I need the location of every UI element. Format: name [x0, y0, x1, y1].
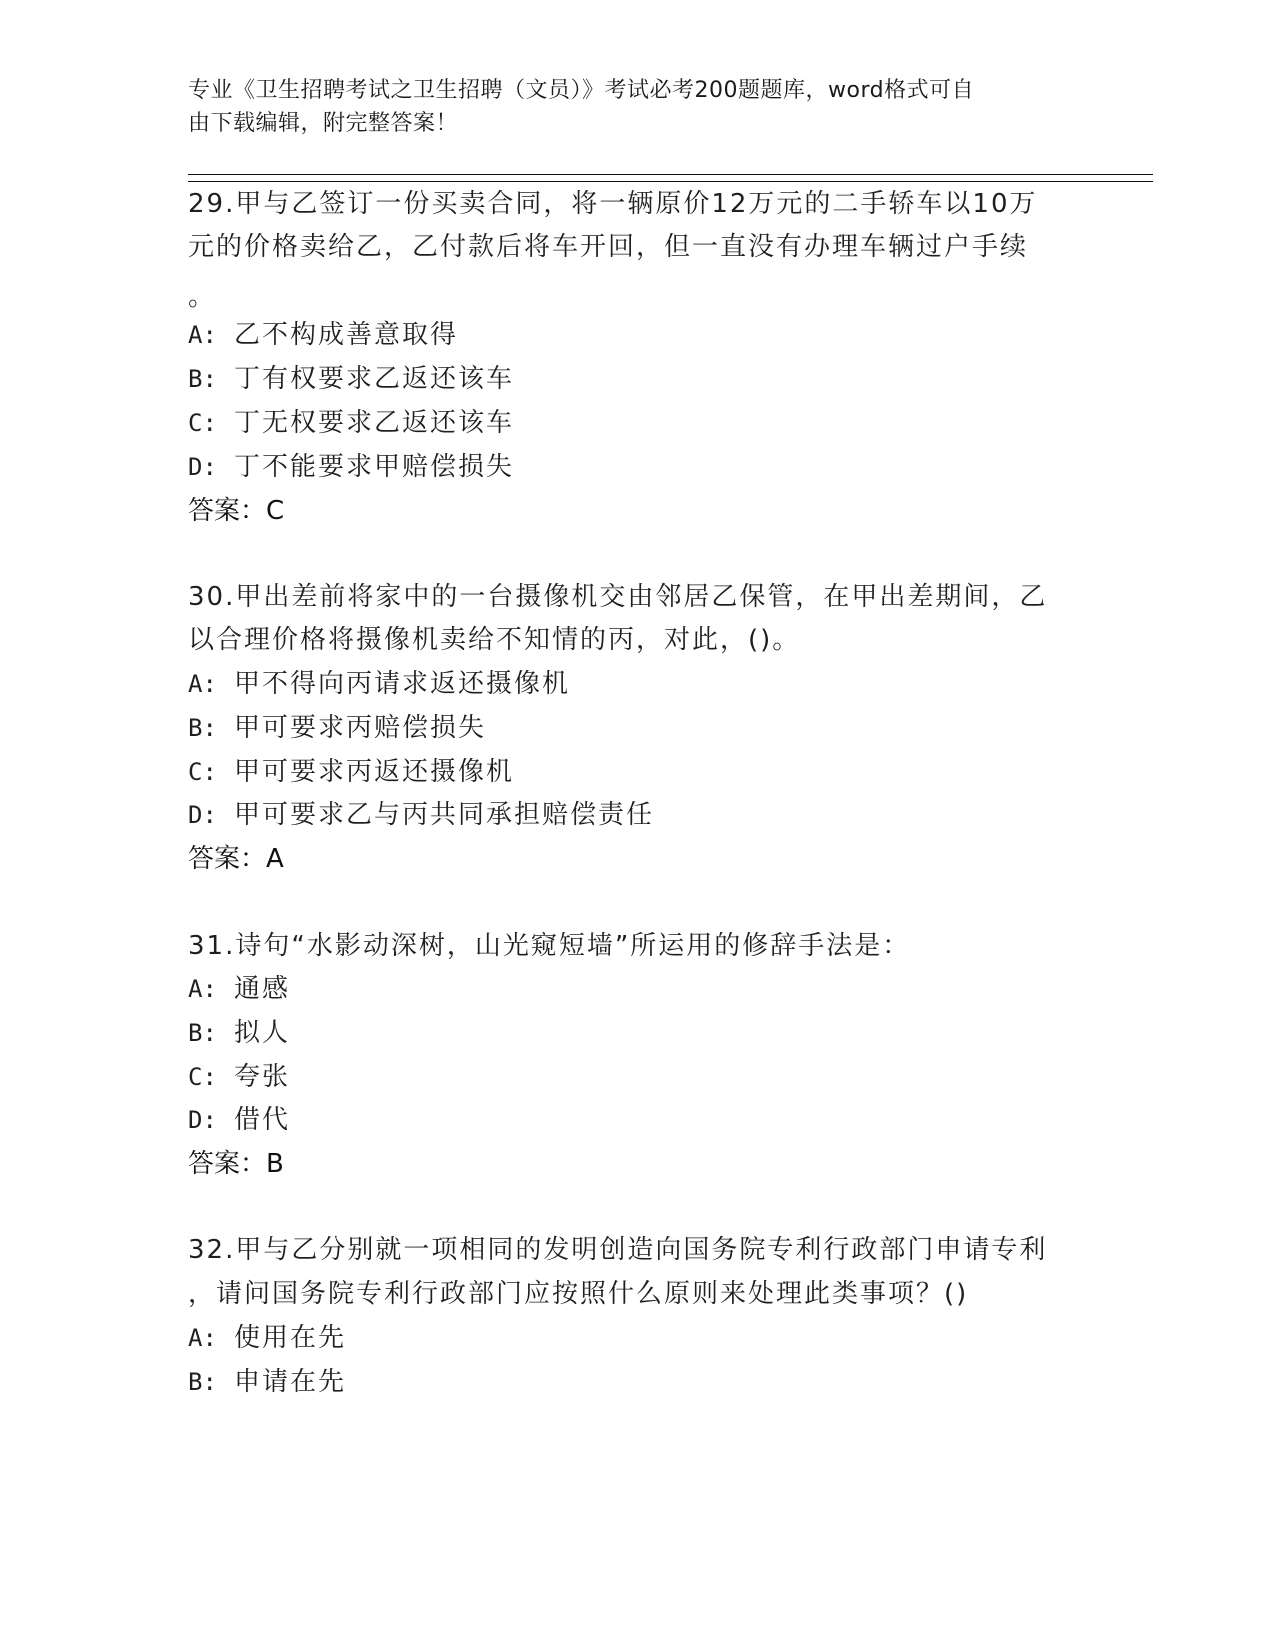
- answer-29: 答案：C: [188, 496, 285, 526]
- option-30-d: [188, 798, 654, 832]
- option-letter: A:: [188, 670, 217, 698]
- option-letter: A:: [188, 321, 217, 349]
- option-text: 甲可要求丙赔偿损失: [234, 713, 487, 743]
- option-text: 使用在先: [234, 1323, 347, 1353]
- option-letter: B:: [188, 1019, 217, 1047]
- option-31-a: [188, 972, 290, 1006]
- option-31-d: [188, 1103, 290, 1137]
- option-text: 夸张: [234, 1062, 291, 1092]
- option-letter: B:: [188, 365, 217, 393]
- header-rule-top: [188, 174, 1153, 175]
- document-header: [188, 74, 1068, 140]
- answer-30: 答案：A: [188, 844, 284, 874]
- question-29-line-3: 。: [188, 282, 217, 312]
- option-text: 丁有权要求乙返还该车: [234, 364, 515, 394]
- option-text: 甲不得向丙请求返还摄像机: [234, 669, 571, 699]
- option-letter: C:: [188, 409, 217, 437]
- option-29-a: [188, 318, 458, 352]
- header-line-1: 专业《卫生招聘考试之卫生招聘（文员）》考试必考200题题库，word格式可自: [188, 78, 975, 103]
- option-letter: D:: [188, 801, 217, 829]
- question-32-line-1: 32.甲与乙分别就一项相同的发明创造向国务院专利行政部门申请专利: [188, 1235, 1048, 1265]
- option-letter: B:: [188, 714, 217, 742]
- option-letter: A:: [188, 1324, 217, 1352]
- question-32-line-2: ，请问国务院专利行政部门应按照什么原则来处理此类事项？(): [188, 1279, 969, 1309]
- option-31-b: [188, 1016, 290, 1050]
- header-line-2: 由下载编辑，附完整答案！: [188, 111, 459, 136]
- option-30-c: [188, 755, 514, 789]
- option-letter: C:: [188, 1063, 217, 1091]
- option-31-c: [188, 1060, 290, 1094]
- option-32-b: [188, 1365, 346, 1399]
- answer-31: 答案：B: [188, 1149, 284, 1179]
- option-30-b: [188, 711, 486, 745]
- option-30-a: [188, 667, 570, 701]
- option-32-a: [188, 1321, 346, 1355]
- option-29-b: [188, 362, 514, 396]
- option-letter: A:: [188, 975, 217, 1003]
- option-text: 拟人: [234, 1018, 291, 1048]
- question-29-line-1: 29.甲与乙签订一份买卖合同，将一辆原价12万元的二手轿车以10万: [188, 189, 1038, 219]
- question-30-line-2: 以合理价格将摄像机卖给不知情的丙，对此，()。: [188, 625, 801, 655]
- option-text: 甲可要求乙与丙共同承担赔偿责任: [234, 800, 655, 830]
- option-text: 丁无权要求乙返还该车: [234, 408, 515, 438]
- option-letter: D:: [188, 453, 217, 481]
- question-29-line-2: 元的价格卖给乙，乙付款后将车开回，但一直没有办理车辆过户手续: [188, 232, 1029, 262]
- option-text: 甲可要求丙返还摄像机: [234, 757, 515, 787]
- option-text: 通感: [234, 974, 291, 1004]
- option-text: 乙不构成善意取得: [234, 320, 459, 350]
- option-text: 借代: [234, 1105, 291, 1135]
- option-text: 丁不能要求甲赔偿损失: [234, 452, 515, 482]
- question-30-line-1: 30.甲出差前将家中的一台摄像机交由邻居乙保管，在甲出差期间，乙: [188, 582, 1048, 612]
- header-rule-bottom: [188, 181, 1153, 182]
- option-29-c: [188, 406, 514, 440]
- option-letter: D:: [188, 1106, 217, 1134]
- option-letter: C:: [188, 758, 217, 786]
- option-letter: B:: [188, 1368, 217, 1396]
- question-31-line-1: 31.诗句“水影动深树，山光窥短墙”所运用的修辞手法是：: [188, 931, 911, 961]
- option-text: 申请在先: [234, 1367, 347, 1397]
- option-29-d: [188, 450, 514, 484]
